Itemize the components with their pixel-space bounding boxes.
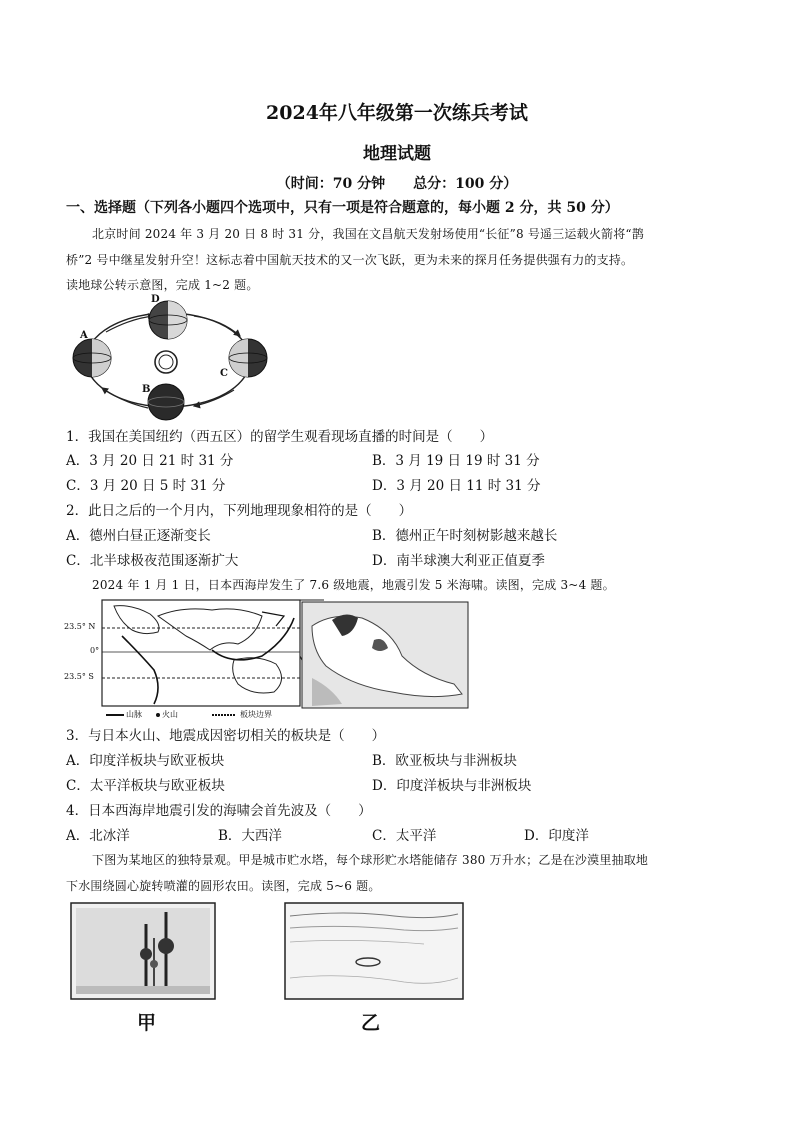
question-4-option-d: D．印度洋 <box>524 828 589 844</box>
question-1-option-d: D．3 月 20 日 11 时 31 分 <box>372 478 541 494</box>
intro1-line2: 桥”2 号中继星发射升空！这标志着中国航天技术的又一次飞跃，更为未来的探月任务提供强有力的支持。 <box>66 253 634 267</box>
plate-map-figure <box>62 596 472 720</box>
circular-farmland-photo <box>284 902 464 1000</box>
intro3-line2: 下水围绕圆心旋转喷灌的圆形农田。读图，完成 5~6 题。 <box>66 879 381 893</box>
question-4-stem: 4．日本西海岸地震引发的海啸会首先波及（ ） <box>66 803 372 819</box>
question-2-option-b: B．德州正午时刻树影越来越长 <box>372 528 558 544</box>
question-1-option-b: B．3 月 19 日 19 时 31 分 <box>372 453 540 469</box>
intro1-line3: 读地球公转示意图，完成 1~2 题。 <box>66 278 259 292</box>
orbit-label-a: A <box>80 330 88 341</box>
question-3-option-b: B．欧亚板块与非洲板块 <box>372 753 517 769</box>
map-lat-equator: 0° <box>90 646 100 655</box>
map-lat-north: 23.5° N <box>64 622 96 631</box>
exam-subject: 地理试题 <box>363 144 431 164</box>
intro1-line1: 北京时间 2024 年 3 月 20 日 8 时 31 分，我国在文昌航天发射场使用“长征”8 号遥三运载火箭将“鹊 <box>92 227 644 241</box>
water-tower-photo <box>70 902 216 1000</box>
question-4-option-a: A．北冰洋 <box>66 828 130 844</box>
question-1-option-c: C．3 月 20 日 5 时 31 分 <box>66 478 226 494</box>
question-1-option-a: A．3 月 20 日 21 时 31 分 <box>66 453 234 469</box>
question-2-option-c: C．北半球极夜范围逐渐扩大 <box>66 553 239 569</box>
question-3-option-c: C．太平洋板块与欧亚板块 <box>66 778 225 794</box>
question-2-option-d: D．南半球澳大利亚正值夏季 <box>372 553 545 569</box>
question-2-stem: 2．此日之后的一个月内，下列地理现象相符的是（ ） <box>66 503 413 519</box>
question-3-option-a: A．印度洋板块与欧亚板块 <box>66 753 225 769</box>
orbit-label-c: C <box>220 368 228 379</box>
intro2-line1: 2024 年 1 月 1 日，日本西海岸发生了 7.6 级地震，地震引发 5 米海啸。读图，完成 3~4 题。 <box>92 578 615 592</box>
exam-title: 2024年八年级第一次练兵考试 <box>266 102 528 124</box>
map-legend-boundary: 板块边界 <box>240 710 272 719</box>
orbit-label-b: B <box>142 384 151 395</box>
earth-orbit-diagram <box>62 292 274 422</box>
question-2-option-a: A．德州白昼正逐渐变长 <box>66 528 211 544</box>
question-3-option-d: D．印度洋板块与非洲板块 <box>372 778 532 794</box>
intro3-line1: 下图为某地区的独特景观。甲是城市贮水塔，每个球形贮水塔能储存 380 万升水；乙是在沙漠里抽取地 <box>92 853 649 867</box>
map-legend-volcano: 火山 <box>162 710 178 719</box>
map-legend-mountain: 山脉 <box>126 710 142 719</box>
question-4-option-b: B．大西洋 <box>218 828 282 844</box>
orbit-label-d: D <box>151 294 160 305</box>
question-1-stem: 1．我国在美国纽约（西五区）的留学生观看现场直播的时间是（ ） <box>66 429 494 445</box>
section-heading: 一、选择题（下列各小题四个选项中，只有一项是符合题意的，每小题 2 分，共 50 分） <box>66 200 619 216</box>
photo-caption-yi: 乙 <box>361 1012 381 1034</box>
question-3-stem: 3．与日本火山、地震成因密切相关的板块是（ ） <box>66 728 386 744</box>
exam-info: （时间：70 分钟 总分：100 分） <box>276 176 518 192</box>
question-4-option-c: C．太平洋 <box>372 828 437 844</box>
map-lat-south: 23.5° S <box>64 672 94 681</box>
photo-caption-jia: 甲 <box>137 1012 157 1034</box>
